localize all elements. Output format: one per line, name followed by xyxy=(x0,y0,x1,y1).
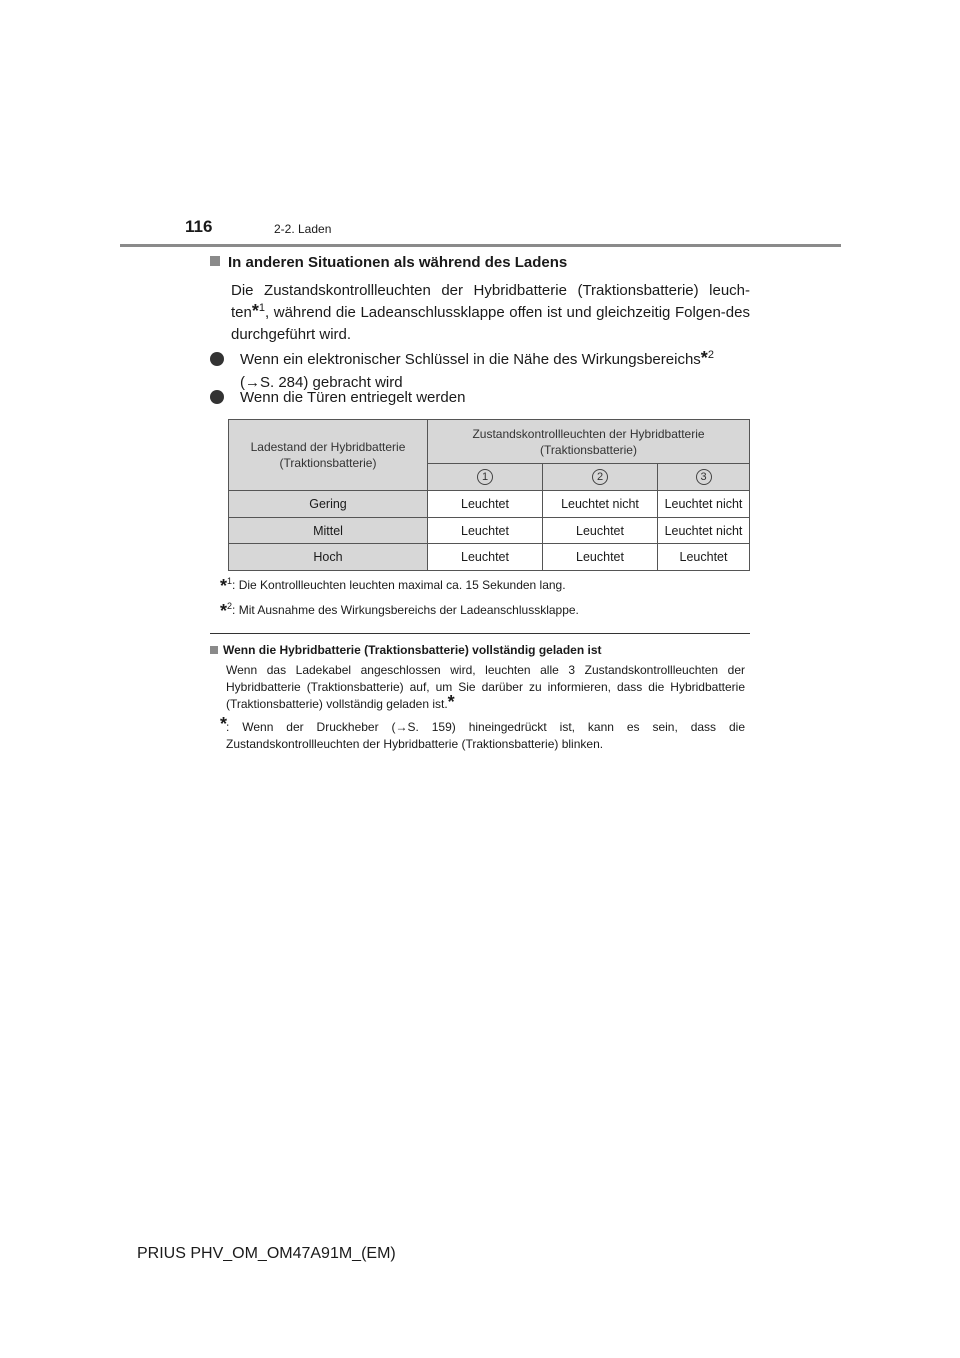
footnote-ref: 2 xyxy=(227,601,233,611)
table-header-level: Ladestand der Hybridbatterie (Traktionsbatterie) xyxy=(229,420,428,491)
header-rule xyxy=(120,244,841,247)
section-title: 2-2. Laden xyxy=(274,222,332,236)
bullet-item-doors: Wenn die Türen entriegelt werden xyxy=(240,386,465,409)
footnote-marker: * xyxy=(220,601,228,621)
table-row xyxy=(229,518,750,544)
table-cell: Leuchtet xyxy=(428,491,543,518)
table-subheader xyxy=(658,464,750,491)
footnote-ref: 2 xyxy=(707,349,714,361)
table-subheader xyxy=(428,464,543,491)
page-footer: PRIUS PHV_OM_OM47A91M_(EM) xyxy=(137,1245,396,1262)
square-bullet-icon xyxy=(210,646,218,654)
footnote-2: *$^2$: Mit Ausnahme des Wirkungsbereichs der Ladeanschlussklappe. xyxy=(220,601,579,621)
table-cell: Leuchtet nicht xyxy=(658,518,750,544)
table-cell: Leuchtet xyxy=(543,518,658,544)
table-cell: Leuchtet nicht xyxy=(658,491,750,518)
bullet-item-key: Wenn ein elektronischer Schlüssel in die Nähe des Wirkungsbereichs*$^2$ xyxy=(240,348,714,371)
footnote-marker: * xyxy=(251,301,259,321)
table-cell: Leuchtet nicht xyxy=(543,491,658,518)
table-cell: Leuchtet xyxy=(658,544,750,571)
note-body: Wenn das Ladekabel angeschlossen wird, leuchten alle 3 Zustandskontrollleuchten der Hybridbatterie (Traktionsbatterie) auf, um Sie darüber zu informieren, dass die Hybridbatterie (Traktionsbatterie) vollständig geladen ist.* xyxy=(226,663,745,712)
circled-number: 1 xyxy=(477,469,493,485)
section-heading: In anderen Situationen als während des Ladens xyxy=(210,254,567,271)
status-table xyxy=(228,419,750,571)
table-cell: Leuchtet xyxy=(428,544,543,571)
footnote-ref: 1 xyxy=(258,302,265,314)
bullet-dot-icon xyxy=(210,352,224,366)
footnote-marker: * xyxy=(220,576,228,596)
section-divider xyxy=(210,633,750,634)
row-label: Mittel xyxy=(229,518,428,544)
table-cell: Leuchtet xyxy=(543,544,658,571)
square-bullet-icon xyxy=(210,256,220,266)
note-heading: Wenn die Hybridbatterie (Traktionsbatterie) vollständig geladen ist xyxy=(210,643,602,657)
footnote-marker: * xyxy=(700,348,708,368)
circled-number: 3 xyxy=(696,469,712,485)
footnote-marker: * xyxy=(447,692,455,712)
footnote-ref: 1 xyxy=(227,576,233,586)
row-label: Hoch xyxy=(229,544,428,571)
note-footnote: * : Wenn der Druckheber (→S. 159) hineingedrückt ist, kann es sein, dass die Zustandskontrollleuchten der Hybridbatterie (Traktionsbatterie) blinken. xyxy=(220,714,745,751)
footnote-marker: * xyxy=(220,714,228,734)
table-header-lights: Zustandskontrollleuchten der Hybridbatterie (Traktionsbatterie) xyxy=(428,420,750,464)
page-number: 116 xyxy=(185,217,213,236)
bullet-item-key-cont: (→S. 284) gebracht wird xyxy=(240,374,403,391)
bullet-dot-icon xyxy=(210,390,224,404)
circled-number: 2 xyxy=(592,469,608,485)
row-label: Gering xyxy=(229,491,428,518)
footnote-1: *$^1$: Die Kontrollleuchten leuchten maximal ca. 15 Sekunden lang. xyxy=(220,576,566,596)
table-row xyxy=(229,544,750,571)
intro-paragraph: Die Zustandskontrollleuchten der Hybridbatterie (Traktionsbatterie) leuch-ten*$^1$, während die Ladeanschlussklappe offen ist und gleichzeitig Folgen-des durchgeführt wird. xyxy=(231,282,750,343)
table-row xyxy=(229,491,750,518)
table-subheader xyxy=(543,464,658,491)
table-cell: Leuchtet xyxy=(428,518,543,544)
